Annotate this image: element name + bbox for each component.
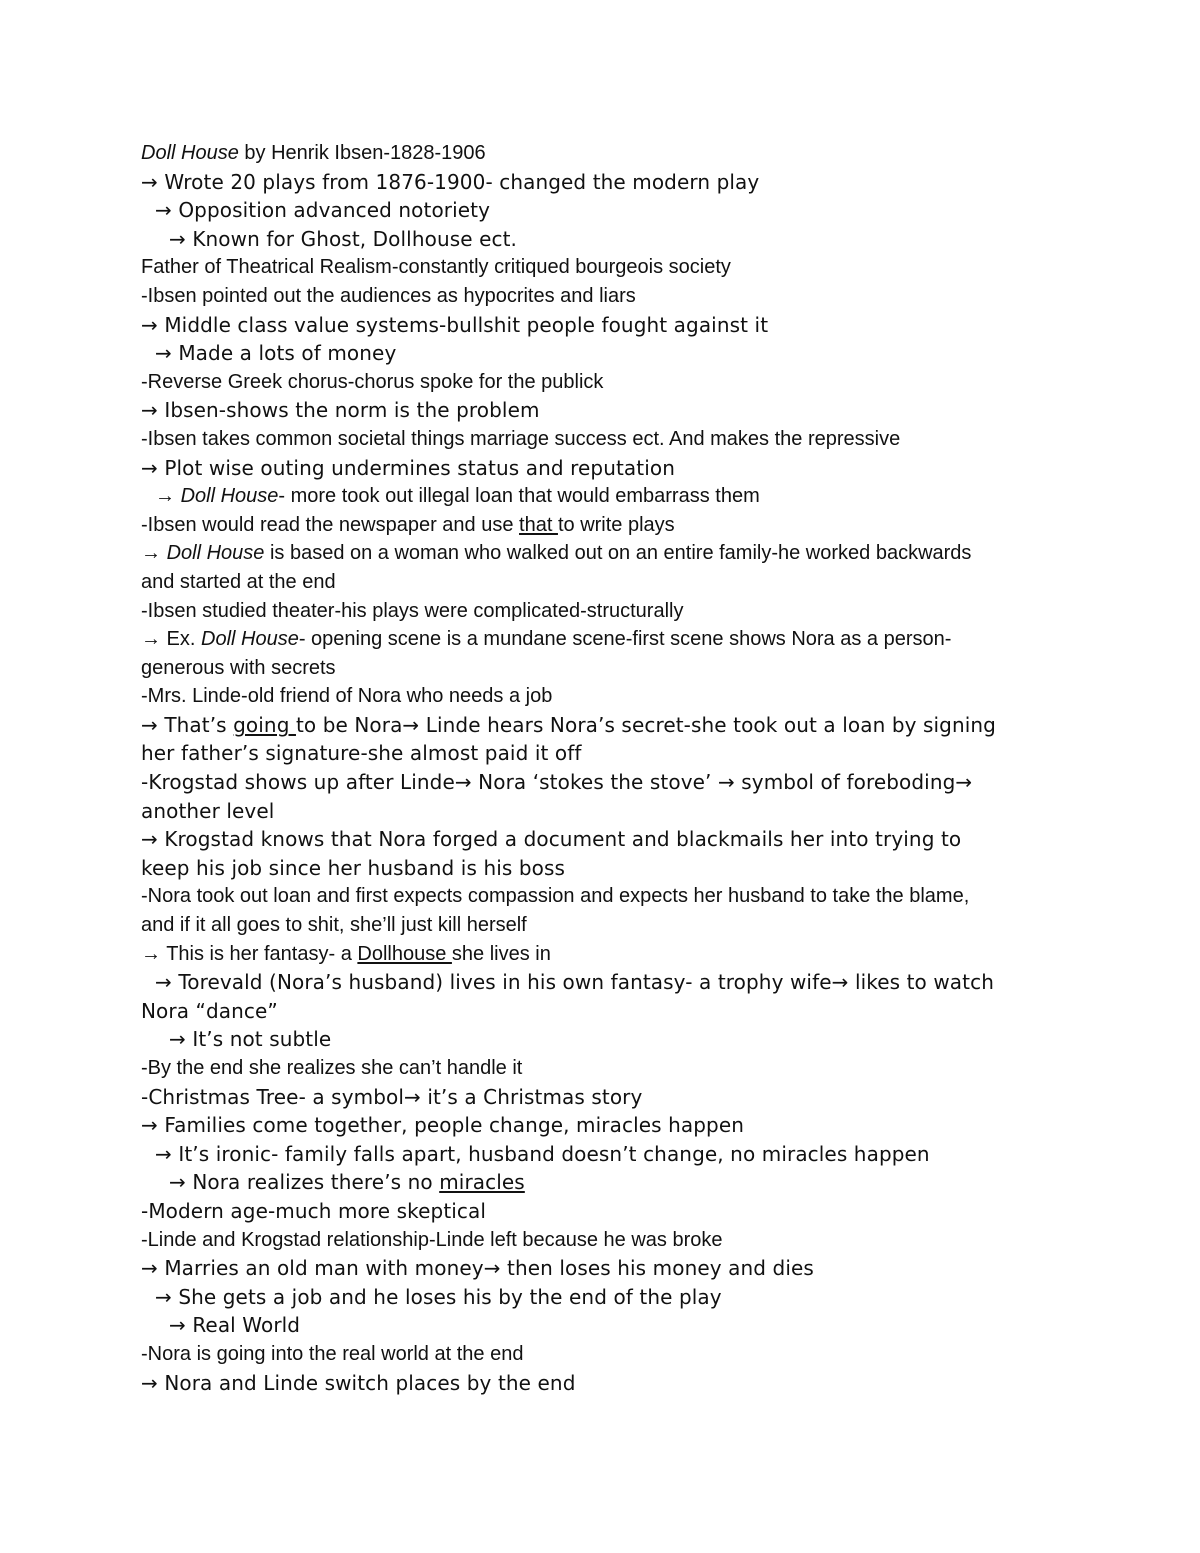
note-text: to write plays [557, 513, 675, 536]
note-line [141, 539, 1071, 568]
note-text: → This is her fantasy- a [141, 942, 358, 965]
note-line [141, 311, 1071, 340]
underlined-text: Dollhouse [357, 942, 452, 965]
underlined-text: that [519, 513, 558, 536]
note-line [141, 768, 1071, 797]
note-text: → Opposition advanced notoriety [155, 198, 491, 223]
note-line [141, 282, 1071, 311]
note-text: → Ibsen-shows the norm is the problem [141, 398, 540, 423]
note-text: -Nora took out loan and first expects compassion and expects her husband to take the blame, [141, 885, 970, 908]
note-text: Nora “dance” [141, 998, 278, 1023]
note-text: -Linde and Krogstad relationship-Linde left because he was broke [141, 1228, 723, 1251]
underlined-text: miracles [439, 1170, 525, 1195]
note-line [141, 1340, 1071, 1369]
italic-title-text: Doll House [201, 628, 299, 651]
note-text: -By the end she realizes she can’t handle it [141, 1057, 523, 1079]
note-text: and if it all goes to shit, she’ll just kill herself [141, 914, 527, 937]
lecture-notes [141, 139, 1071, 1397]
italic-title-text: Doll House [180, 485, 279, 508]
note-text: → Wrote 20 plays from 1876-1900- changed the modern play [141, 169, 760, 194]
note-line [141, 1168, 1071, 1197]
note-text: → That’s [141, 712, 234, 737]
note-line [141, 682, 1071, 711]
note-text: -Ibsen studied theater-his plays were complicated-structurally [141, 599, 684, 622]
italic-title-text: Doll House [166, 542, 265, 565]
note-text: -Krogstad shows up after Linde→ Nora ‘stokes the stove’ → symbol of foreboding→ [141, 770, 973, 795]
note-line [141, 1140, 1071, 1169]
note-text: -Mrs. Linde-old friend of Nora who needs a job [141, 685, 553, 708]
note-text: -Nora is going into the real world at the end [141, 1342, 524, 1365]
note-text: keep his job since her husband is his boss [141, 855, 566, 880]
note-text: → [155, 485, 181, 508]
note-line [141, 1111, 1071, 1140]
note-text: - more took out illegal loan that would embarrass them [278, 485, 760, 508]
note-text: → Marries an old man with money→ then loses his money and dies [141, 1256, 814, 1281]
note-text: -Modern age-much more skeptical [141, 1198, 487, 1223]
note-text: → She gets a job and he loses his by the end of the play [155, 1284, 722, 1309]
note-line [141, 368, 1071, 397]
note-line [141, 739, 1071, 768]
note-line [141, 1025, 1071, 1054]
note-text: is based on a woman who walked out on an entire family-he worked backwards [264, 542, 972, 565]
note-line [141, 511, 1071, 540]
note-line [141, 482, 1071, 511]
note-line [141, 253, 1071, 282]
note-line [141, 711, 1071, 740]
note-line [141, 940, 1071, 969]
note-text: another level [141, 798, 275, 823]
note-line [141, 396, 1071, 425]
note-line [141, 825, 1071, 854]
note-line [141, 854, 1071, 883]
note-line [141, 425, 1071, 454]
note-line [141, 882, 1071, 911]
note-text: → It’s not subtle [169, 1027, 332, 1052]
note-text: → Known for Ghost, Dollhouse ect. [169, 226, 517, 251]
note-text: → Ex. [141, 628, 202, 651]
note-line [141, 597, 1071, 626]
note-text: Father of Theatrical Realism-constantly critiqued bourgeois society [141, 256, 731, 279]
note-line [141, 568, 1071, 597]
note-line [141, 1254, 1071, 1283]
note-text: her father’s signature-she almost paid it off [141, 741, 582, 766]
note-text: generous with secrets [141, 656, 336, 679]
note-line [141, 1311, 1071, 1340]
note-line [141, 454, 1071, 483]
note-text: → Families come together, people change, miracles happen [141, 1113, 745, 1138]
note-text: -Ibsen would read the newspaper and use [141, 513, 520, 536]
note-text: → [141, 542, 167, 565]
note-line [141, 1197, 1071, 1226]
note-text: → Made a lots of money [155, 341, 397, 366]
note-line [141, 1226, 1071, 1255]
note-text: → Torevald (Nora’s husband) lives in his own fantasy- a trophy wife→ likes to watch [155, 970, 994, 995]
note-text: -Christmas Tree- a symbol→ it’s a Christmas story [141, 1084, 643, 1109]
italic-title-text: Doll House [141, 142, 239, 164]
note-line [141, 654, 1071, 683]
note-text: -Ibsen takes common societal things marriage success ect. And makes the repressive [141, 427, 901, 450]
note-text: → Nora realizes there’s no [169, 1170, 440, 1195]
note-line [141, 1083, 1071, 1112]
note-text: → Krogstad knows that Nora forged a document and blackmails her into trying to [141, 827, 962, 852]
note-text: → It’s ironic- family falls apart, husband doesn’t change, no miracles happen [155, 1141, 930, 1166]
notes-title-line [141, 139, 1071, 168]
note-text: by Henrik Ibsen-1828-1906 [238, 142, 486, 164]
note-text: she lives in [451, 942, 551, 965]
note-text: and started at the end [141, 570, 336, 593]
note-text: -Reverse Greek chorus-chorus spoke for the publick [141, 370, 604, 393]
note-line [141, 168, 1071, 197]
note-line [141, 625, 1071, 654]
note-line [141, 225, 1071, 254]
note-text: → Middle class value systems-bullshit people fought against it [141, 312, 769, 337]
note-line [141, 797, 1071, 826]
note-line [141, 339, 1071, 368]
note-line [141, 911, 1071, 940]
note-line [141, 968, 1071, 997]
note-text: -Ibsen pointed out the audiences as hypocrites and liars [141, 284, 636, 307]
note-line [141, 1283, 1071, 1312]
note-text: → Plot wise outing undermines status and reputation [141, 455, 675, 480]
note-text: → Nora and Linde switch places by the end [141, 1370, 576, 1395]
note-line [141, 1369, 1071, 1398]
note-line [141, 1054, 1071, 1083]
note-text: → Real World [169, 1313, 301, 1338]
note-line [141, 997, 1071, 1026]
note-line [141, 196, 1071, 225]
note-text: - opening scene is a mundane scene-first scene shows Nora as a person- [298, 628, 952, 651]
note-text: to be Nora→ Linde hears Nora’s secret-she took out a loan by signing [295, 712, 996, 737]
underlined-text: going [233, 712, 296, 737]
